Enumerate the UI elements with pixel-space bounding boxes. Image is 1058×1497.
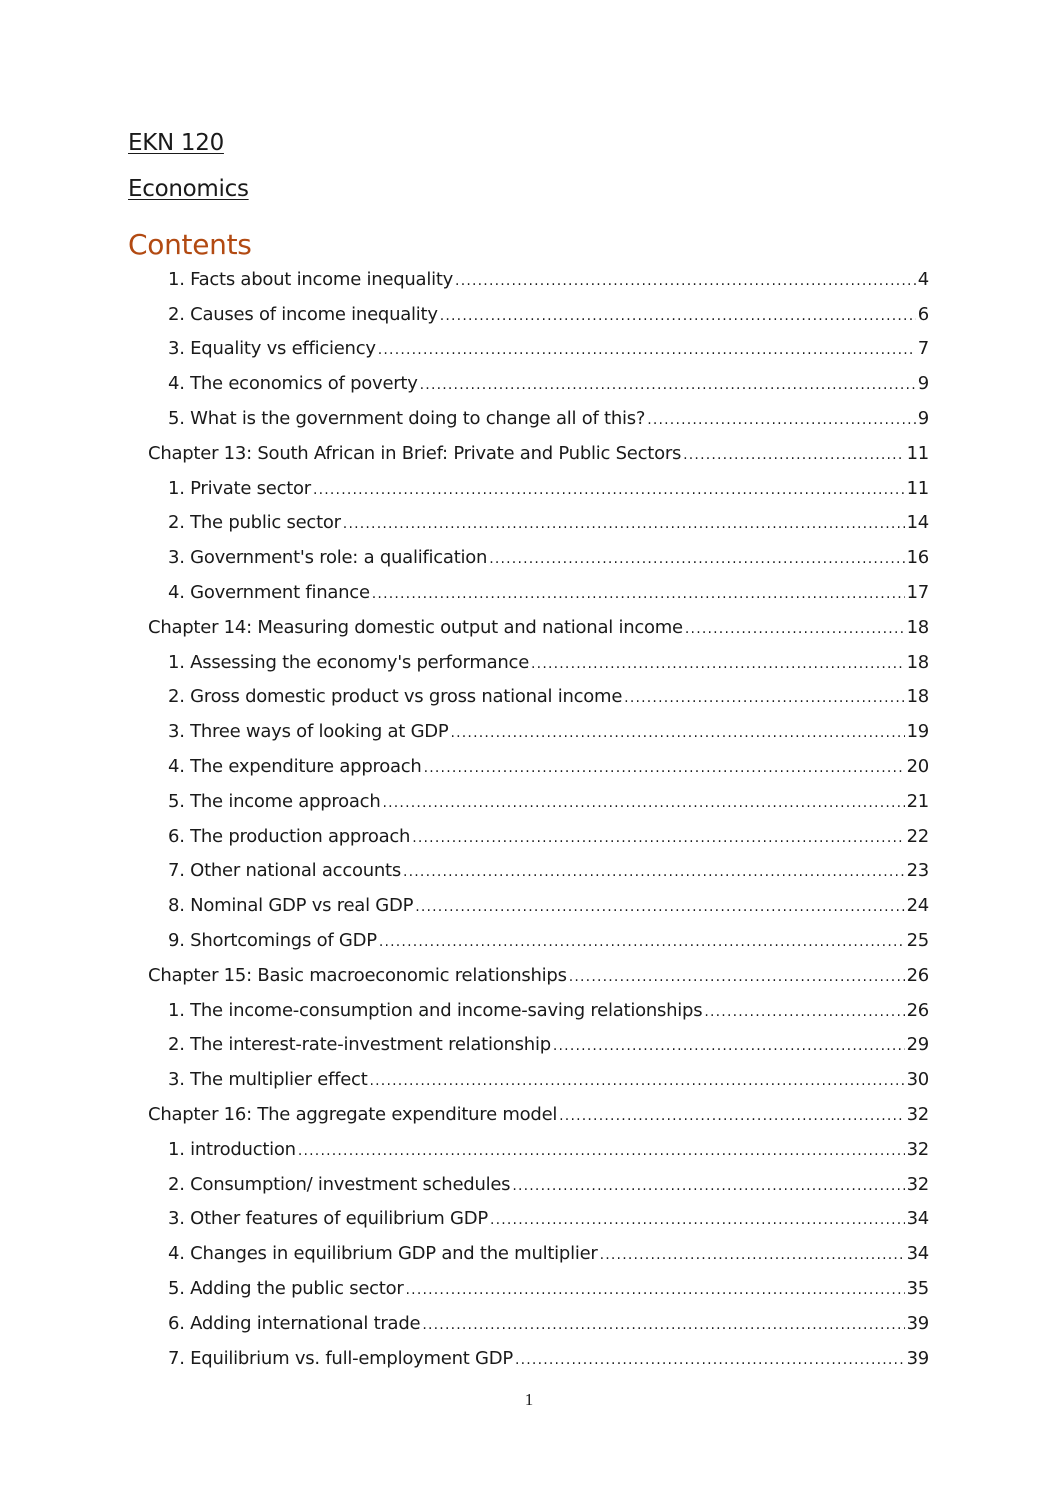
- toc-entry-page-number: 19: [906, 721, 929, 743]
- toc-entry-row: [168, 1278, 929, 1299]
- toc-entry-row: [168, 512, 929, 533]
- toc-entry-page-number: 14: [906, 512, 929, 534]
- toc-section-entry[interactable]: [0, 1167, 1058, 1202]
- dot-leader: [298, 1143, 905, 1159]
- toc-entry-title: 2. Gross domestic product vs gross national income: [168, 686, 623, 708]
- dot-leader: [600, 1247, 905, 1263]
- dot-leader: [422, 1317, 904, 1333]
- toc-entry-title: 1. The income-consumption and income-saving relationships: [168, 999, 703, 1021]
- toc-entry-page-number: 39: [906, 1312, 929, 1334]
- dot-leader: [382, 795, 904, 811]
- toc-entry-title: 5. What is the government doing to change all of this?: [168, 408, 646, 430]
- toc-entry-title: 4. Changes in equilibrium GDP and the multiplier: [168, 1243, 598, 1265]
- toc-section-entry[interactable]: [0, 471, 1058, 506]
- toc-entry-row: [168, 304, 929, 325]
- toc-entry-row: [168, 930, 929, 951]
- toc-entry-title: 7. Equilibrium vs. full-employment GDP: [168, 1347, 513, 1369]
- dot-leader: [647, 412, 916, 428]
- toc-chapter-entry[interactable]: [0, 1097, 1058, 1132]
- toc-entry-title: Chapter 15: Basic macroeconomic relationships: [148, 964, 567, 986]
- toc-entry-page-number: 34: [906, 1243, 929, 1265]
- dot-leader: [624, 690, 904, 706]
- dot-leader: [403, 864, 905, 880]
- toc-entry-title: 7. Other national accounts: [168, 860, 401, 882]
- toc-entry-page-number: 34: [906, 1208, 929, 1230]
- toc-section-entry[interactable]: [0, 645, 1058, 680]
- toc-entry-title: 4. Government finance: [168, 582, 370, 604]
- dot-leader: [378, 342, 916, 358]
- toc-entry-title: 9. Shortcomings of GDP: [168, 930, 377, 952]
- toc-entry-page-number: 32: [906, 1173, 929, 1195]
- toc-entry-row: [168, 721, 929, 742]
- toc-section-entry[interactable]: [0, 1202, 1058, 1237]
- toc-entry-page-number: 20: [906, 756, 929, 778]
- dot-leader: [553, 1038, 905, 1054]
- toc-entry-row: [148, 1104, 929, 1125]
- toc-section-entry[interactable]: [0, 1132, 1058, 1167]
- dot-leader: [515, 1352, 905, 1368]
- toc-entry-row: [168, 1069, 929, 1090]
- toc-entry-row: [168, 1208, 929, 1229]
- toc-entry-title: 6. The production approach: [168, 825, 411, 847]
- toc-entry-row: [168, 582, 929, 603]
- dot-leader: [531, 656, 905, 672]
- toc-entry-row: [168, 373, 929, 394]
- toc-entry-row: [168, 791, 929, 812]
- toc-entry-title: 8. Nominal GDP vs real GDP: [168, 895, 414, 917]
- toc-entry-row: [168, 269, 929, 290]
- toc-entry-row: [148, 443, 929, 464]
- toc-entry-title: 3. Three ways of looking at GDP: [168, 721, 449, 743]
- dot-leader: [372, 586, 905, 602]
- dot-leader: [704, 1004, 904, 1020]
- toc-entry-page-number: 4: [917, 268, 929, 290]
- toc-section-entry[interactable]: [0, 714, 1058, 749]
- toc-section-entry[interactable]: [0, 819, 1058, 854]
- toc-entry-title: 6. Adding international trade: [168, 1312, 421, 1334]
- toc-chapter-entry[interactable]: [0, 436, 1058, 471]
- toc-entry-row: [168, 686, 929, 707]
- toc-entry-title: Chapter 13: South African in Brief: Private and Public Sectors: [148, 442, 682, 464]
- toc-entry-page-number: 39: [906, 1347, 929, 1369]
- toc-section-entry[interactable]: [0, 1028, 1058, 1063]
- toc-entry-title: 3. The multiplier effect: [168, 1069, 368, 1091]
- dot-leader: [412, 830, 904, 846]
- toc-section-entry[interactable]: [0, 332, 1058, 367]
- toc-entry-page-number: 18: [906, 651, 929, 673]
- dot-leader: [685, 621, 905, 637]
- toc-entry-title: Chapter 16: The aggregate expenditure model: [148, 1104, 558, 1126]
- toc-chapter-entry[interactable]: [0, 610, 1058, 645]
- dot-leader: [489, 551, 904, 567]
- toc-entry-row: [168, 1348, 929, 1369]
- toc-entry-title: 2. The interest-rate-investment relationship: [168, 1034, 551, 1056]
- toc-section-entry[interactable]: [0, 506, 1058, 541]
- toc-heading: Contents: [128, 228, 252, 261]
- toc-section-entry[interactable]: [0, 297, 1058, 332]
- table-of-contents: [0, 262, 1058, 1376]
- dot-leader: [379, 934, 905, 950]
- toc-entry-row: [168, 1243, 929, 1264]
- toc-entry-row: [148, 617, 929, 638]
- toc-entry-title: 4. The expenditure approach: [168, 756, 422, 778]
- toc-entry-page-number: 18: [906, 686, 929, 708]
- toc-entry-row: [168, 478, 929, 499]
- toc-entry-title: 3. Government's role: a qualification: [168, 547, 488, 569]
- toc-entry-row: [168, 338, 929, 359]
- toc-entry-page-number: 32: [906, 1104, 929, 1126]
- toc-entry-title: 5. The income approach: [168, 790, 381, 812]
- toc-entry-row: [168, 1174, 929, 1195]
- toc-section-entry[interactable]: [0, 1341, 1058, 1376]
- toc-entry-page-number: 30: [906, 1069, 929, 1091]
- toc-section-entry[interactable]: [0, 575, 1058, 610]
- dot-leader: [415, 899, 904, 915]
- toc-entry-page-number: 9: [917, 373, 929, 395]
- toc-entry-row: [168, 895, 929, 916]
- toc-entry-page-number: 29: [906, 1034, 929, 1056]
- toc-entry-page-number: 26: [906, 964, 929, 986]
- dot-leader: [455, 273, 916, 289]
- dot-leader: [370, 1073, 905, 1089]
- toc-entry-title: 2. Causes of income inequality: [168, 303, 438, 325]
- toc-entry-page-number: 32: [906, 1138, 929, 1160]
- dot-leader: [569, 969, 905, 985]
- toc-entry-row: [168, 826, 929, 847]
- toc-entry-page-number: 18: [906, 616, 929, 638]
- toc-entry-page-number: 7: [917, 338, 929, 360]
- toc-entry-page-number: 11: [906, 477, 929, 499]
- toc-section-entry[interactable]: [0, 1306, 1058, 1341]
- toc-section-entry[interactable]: [0, 1236, 1058, 1271]
- toc-entry-page-number: 11: [906, 442, 929, 464]
- toc-entry-row: [168, 1313, 929, 1334]
- toc-entry-title: 2. The public sector: [168, 512, 341, 534]
- dot-leader: [406, 1282, 905, 1298]
- dot-leader: [490, 1212, 905, 1228]
- toc-entry-row: [168, 652, 929, 673]
- toc-section-entry[interactable]: [0, 1062, 1058, 1097]
- toc-section-entry[interactable]: [0, 540, 1058, 575]
- course-code: EKN 120: [128, 130, 224, 156]
- toc-entry-row: [168, 756, 929, 777]
- dot-leader: [683, 447, 904, 463]
- dot-leader: [559, 1108, 904, 1124]
- toc-entry-page-number: 17: [906, 582, 929, 604]
- toc-entry-page-number: 22: [906, 825, 929, 847]
- toc-entry-page-number: 24: [906, 895, 929, 917]
- toc-section-entry[interactable]: [0, 888, 1058, 923]
- toc-section-entry[interactable]: [0, 923, 1058, 958]
- toc-section-entry[interactable]: [0, 366, 1058, 401]
- toc-entry-row: [168, 1034, 929, 1055]
- toc-entry-page-number: 26: [906, 999, 929, 1021]
- toc-entry-row: [168, 408, 929, 429]
- dot-leader: [440, 308, 916, 324]
- toc-section-entry[interactable]: [0, 262, 1058, 297]
- course-name: Economics: [128, 176, 249, 202]
- dot-leader: [424, 760, 905, 776]
- toc-entry-title: Chapter 14: Measuring domestic output and national income: [148, 616, 683, 638]
- toc-entry-title: 1. introduction: [168, 1138, 296, 1160]
- toc-section-entry[interactable]: [0, 401, 1058, 436]
- toc-entry-title: 1. Facts about income inequality: [168, 268, 454, 290]
- toc-section-entry[interactable]: [0, 784, 1058, 819]
- dot-leader: [420, 377, 916, 393]
- dot-leader: [313, 482, 905, 498]
- toc-chapter-entry[interactable]: [0, 958, 1058, 993]
- toc-entry-title: 3. Equality vs efficiency: [168, 338, 376, 360]
- toc-entry-title: 2. Consumption/ investment schedules: [168, 1173, 511, 1195]
- toc-entry-row: [168, 1000, 929, 1021]
- toc-section-entry[interactable]: [0, 1271, 1058, 1306]
- page-number: 1: [524, 1390, 534, 1409]
- toc-entry-page-number: 21: [906, 790, 929, 812]
- toc-entry-page-number: 35: [906, 1278, 929, 1299]
- toc-entry-title: 4. The economics of poverty: [168, 373, 418, 395]
- toc-entry-page-number: 25: [906, 930, 929, 952]
- toc-section-entry[interactable]: [0, 854, 1058, 889]
- dot-leader: [450, 725, 904, 741]
- dot-leader: [512, 1178, 904, 1194]
- dot-leader: [343, 516, 905, 532]
- toc-entry-page-number: 16: [906, 547, 929, 569]
- toc-entry-page-number: 23: [906, 860, 929, 882]
- toc-entry-title: 5. Adding the public sector: [168, 1278, 404, 1299]
- toc-section-entry[interactable]: [0, 749, 1058, 784]
- toc-entry-title: 1. Assessing the economy's performance: [168, 651, 530, 673]
- toc-entry-title: 3. Other features of equilibrium GDP: [168, 1208, 488, 1230]
- toc-entry-row: [168, 860, 929, 881]
- toc-section-entry[interactable]: [0, 680, 1058, 715]
- toc-section-entry[interactable]: [0, 993, 1058, 1028]
- toc-entry-page-number: 9: [917, 408, 929, 430]
- toc-entry-row: [168, 547, 929, 568]
- toc-entry-title: 1. Private sector: [168, 477, 311, 499]
- toc-entry-row: [168, 1139, 929, 1160]
- toc-entry-page-number: 6: [917, 303, 929, 325]
- toc-entry-row: [148, 965, 929, 986]
